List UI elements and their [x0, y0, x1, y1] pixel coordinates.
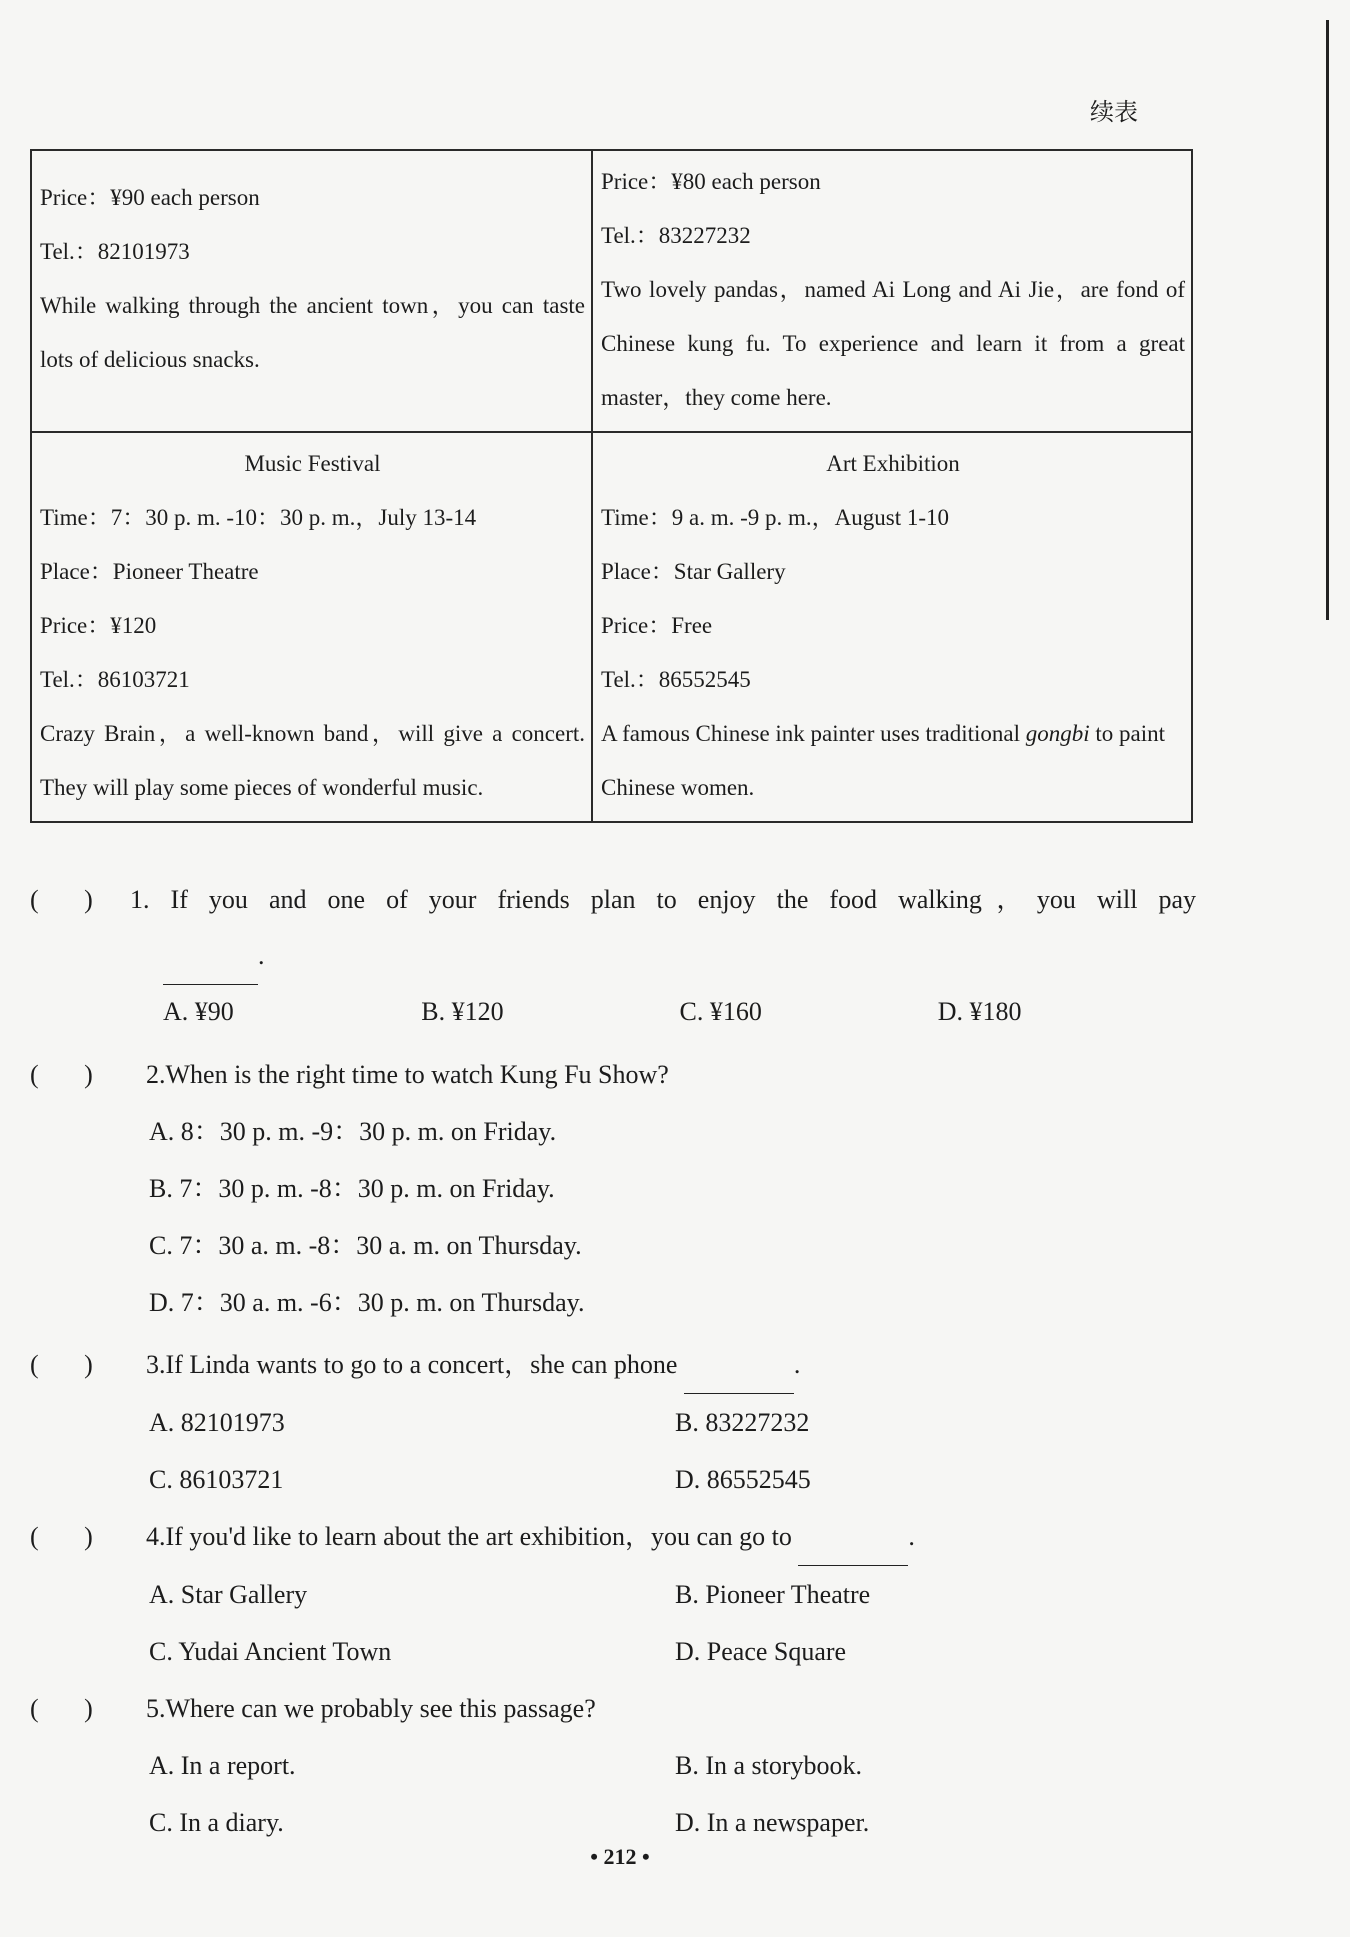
question-1	[30, 872, 1196, 1047]
option-c[interactable]: C. 86103721	[149, 1465, 284, 1494]
description-text: While walking through the ancient town，you can taste lots of delicious snacks.	[40, 293, 585, 372]
table-row	[31, 432, 1192, 822]
questions-section	[30, 872, 1196, 1853]
option-b[interactable]: B. ¥120	[421, 997, 504, 1026]
option-b[interactable]: B. In a storybook.	[675, 1751, 863, 1780]
option-a[interactable]: A. In a report.	[149, 1751, 296, 1780]
question-stem: Where can we probably see this passage?	[165, 1694, 596, 1723]
answer-blank[interactable]	[163, 928, 258, 985]
answer-paren[interactable]: ( )	[30, 885, 100, 914]
option-c[interactable]: C. ¥160	[679, 997, 762, 1026]
option-a[interactable]: A. 82101973	[149, 1408, 285, 1437]
tel-text: Tel.：83227232	[601, 223, 751, 248]
period-text: .	[258, 941, 265, 970]
option-a[interactable]: A. Star Gallery	[149, 1580, 308, 1609]
question-number: 4.	[146, 1522, 166, 1551]
answer-paren[interactable]: ( )	[30, 1694, 93, 1723]
period-text: .	[793, 1350, 801, 1379]
event-title: Music Festival	[244, 451, 381, 476]
question-stem: If you'd like to learn about the art exhibition，you can go to	[165, 1522, 792, 1551]
question-4	[30, 1509, 1196, 1681]
option-b[interactable]: B. 83227232	[675, 1408, 810, 1437]
description-text: Two lovely pandas，named Ai Long and Ai Jie，are fond of Chinese kung fu. To experience and learn it from a great master，they come here.	[601, 277, 1185, 410]
question-number: 1.	[130, 885, 150, 914]
description-text: A famous Chinese ink painter uses traditional gongbi to paint Chinese women.	[601, 721, 1166, 800]
option-a[interactable]: A. 8：30 p. m. -9：30 p. m. on Friday.	[149, 1117, 557, 1146]
question-2	[30, 1047, 1196, 1337]
option-b[interactable]: B. 7：30 p. m. -8：30 p. m. on Friday.	[149, 1174, 555, 1203]
gongbi-term: gongbi	[1025, 721, 1090, 746]
option-d[interactable]: D. Peace Square	[675, 1637, 847, 1666]
tel-text: Tel.：86552545	[601, 667, 751, 692]
question-3	[30, 1337, 1196, 1509]
price-text: Price：Free	[601, 613, 713, 638]
answer-paren[interactable]: ( )	[30, 1522, 93, 1551]
price-text: Price：¥120	[40, 613, 157, 638]
option-d[interactable]: D. 7：30 a. m. -6：30 p. m. on Thursday.	[149, 1288, 585, 1317]
option-d[interactable]: D. In a newspaper.	[675, 1808, 870, 1837]
answer-paren[interactable]: ( )	[30, 1060, 93, 1089]
question-number: 3.	[146, 1350, 166, 1379]
table-row	[31, 150, 1192, 432]
question-number: 2.	[146, 1060, 166, 1089]
page-number: • 212 •	[590, 1844, 650, 1869]
answer-blank[interactable]	[684, 1337, 794, 1394]
events-table	[30, 149, 1193, 823]
option-d[interactable]: D. ¥180	[937, 997, 1022, 1026]
page-edge-line	[1326, 20, 1329, 620]
time-text: Time：7：30 p. m. -10：30 p. m.，July 13-14	[40, 505, 477, 530]
option-b[interactable]: B. Pioneer Theatre	[675, 1580, 871, 1609]
tel-text: Tel.：86103721	[40, 667, 190, 692]
question-number: 5.	[146, 1694, 166, 1723]
event-title: Art Exhibition	[826, 451, 960, 476]
description-text: Crazy Brain，a well-known band，will give a concert. They will play some pieces of wonderful music.	[40, 721, 585, 800]
kung-fu-show-cell	[592, 150, 1192, 432]
question-5	[30, 1681, 1196, 1853]
option-c[interactable]: C. Yudai Ancient Town	[149, 1637, 392, 1666]
tel-text: Tel.：82101973	[40, 239, 190, 264]
option-d[interactable]: D. 86552545	[675, 1465, 811, 1494]
answer-paren[interactable]: ( )	[30, 1350, 93, 1379]
place-text: Place：Pioneer Theatre	[40, 559, 259, 584]
continued-table-label: 续表	[1090, 98, 1138, 126]
question-stem: If you and one of your friends plan to enjoy the food walking，you will pay	[170, 885, 1196, 914]
art-exhibition-cell	[592, 432, 1192, 822]
food-walking-cell	[31, 150, 592, 432]
option-c[interactable]: C. 7：30 a. m. -8：30 a. m. on Thursday.	[149, 1231, 582, 1260]
question-stem: When is the right time to watch Kung Fu Show?	[165, 1060, 669, 1089]
music-festival-cell	[31, 432, 592, 822]
time-text: Time：9 a. m. -9 p. m.，August 1-10	[601, 505, 949, 530]
price-text: Price：¥80 each person	[601, 169, 821, 194]
price-text: Price：¥90 each person	[40, 185, 260, 210]
place-text: Place：Star Gallery	[601, 559, 786, 584]
option-c[interactable]: C. In a diary.	[149, 1808, 284, 1837]
period-text: .	[908, 1522, 915, 1551]
question-stem: If Linda wants to go to a concert，she can phone	[165, 1350, 678, 1379]
answer-blank[interactable]	[798, 1509, 908, 1566]
option-a[interactable]: A. ¥90	[163, 997, 234, 1026]
